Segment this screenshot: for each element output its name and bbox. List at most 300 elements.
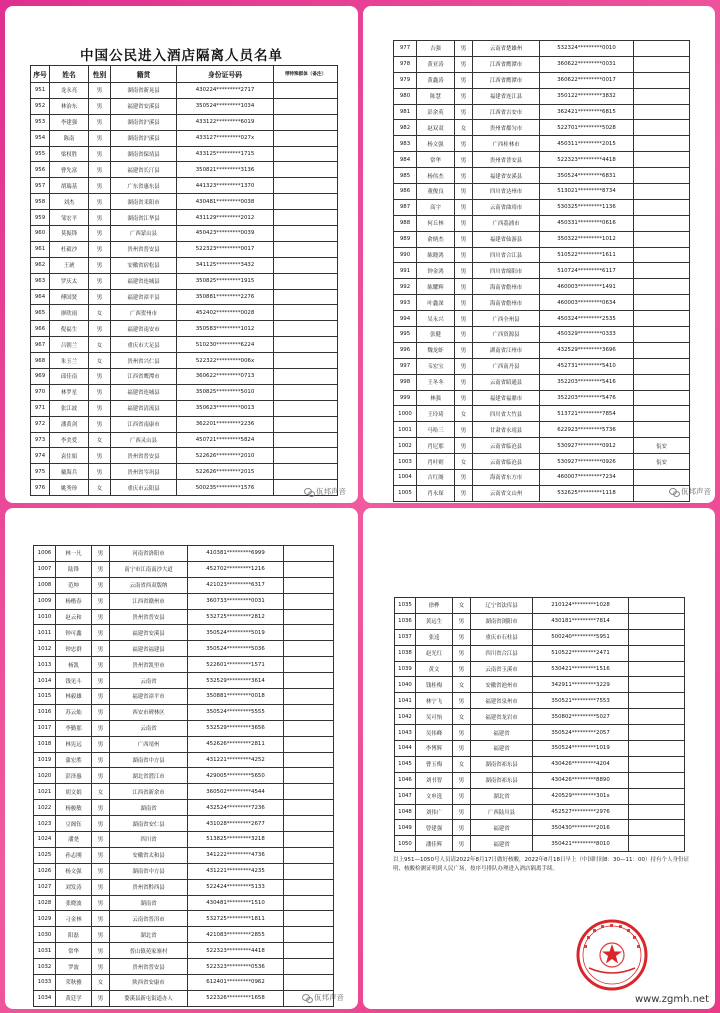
cell-gender: 男 [455, 374, 473, 390]
cell-origin: 福建省 [471, 725, 533, 741]
cell-origin: 广西靖州 [110, 736, 188, 752]
cell-no: 987 [394, 199, 417, 215]
cell-name: 邱佳南 [50, 369, 89, 385]
cell-note [634, 152, 690, 168]
cell-gender: 男 [92, 577, 110, 593]
cell-no: 980 [394, 88, 417, 104]
cell-origin: 湖北省潜江市 [110, 768, 188, 784]
cell-name: 陈晓鸿 [417, 247, 455, 263]
cell-origin: 四川省绵阳市 [473, 263, 540, 279]
cell-note [629, 772, 685, 788]
cell-origin: 福建省安溪县 [111, 98, 177, 114]
cell-gender: 女 [92, 975, 110, 991]
table-row [395, 836, 685, 852]
table-row [34, 609, 334, 625]
cell-origin: 湖北省 [471, 788, 533, 804]
cell-name: 肖叶则 [417, 454, 455, 470]
cell-no: 989 [394, 231, 417, 247]
cell-note [629, 756, 685, 772]
cell-no: 955 [31, 146, 50, 162]
cell-no: 954 [31, 130, 50, 146]
table-row [395, 741, 685, 757]
cell-name: 俞炳杰 [417, 231, 455, 247]
cell-no: 964 [31, 289, 50, 305]
cell-note [274, 241, 338, 257]
cell-no: 1027 [34, 879, 56, 895]
cell-note [284, 736, 334, 752]
cell-note [634, 374, 690, 390]
cell-no: 958 [31, 194, 50, 210]
cell-gender: 男 [453, 629, 471, 645]
cell-name: 黄亚涛 [417, 56, 455, 72]
cell-id: 622923*********5736 [540, 422, 634, 438]
cell-note [284, 879, 334, 895]
cell-gender: 男 [453, 661, 471, 677]
cell-name: 罗波 [56, 959, 92, 975]
cell-id: 513825*********3218 [188, 832, 284, 848]
cell-no: 1023 [34, 816, 56, 832]
cell-gender: 男 [455, 168, 473, 184]
cell-id: 510230*********6224 [177, 337, 274, 353]
table-row [394, 104, 690, 120]
table-row [394, 56, 690, 72]
cell-gender: 女 [89, 480, 111, 496]
cell-origin: 福建省连城县 [111, 384, 177, 400]
table-row [395, 820, 685, 836]
cell-note [634, 470, 690, 486]
cell-no: 1014 [34, 673, 56, 689]
cell-origin: 辽宁省法库县 [471, 598, 533, 614]
cell-name: 刘书智 [416, 772, 453, 788]
table-row [34, 720, 334, 736]
table-row [394, 485, 690, 501]
cell-gender: 男 [455, 41, 473, 57]
cell-origin: 湖南省祁东县 [471, 756, 533, 772]
cell-name: 林罗星 [50, 384, 89, 400]
cell-name: 李博辉 [416, 741, 453, 757]
cell-note [284, 752, 334, 768]
cell-note [629, 741, 685, 757]
cell-origin: 贵州省兴仁县 [111, 353, 177, 369]
table-row [31, 162, 338, 178]
cell-id: 612401*********0962 [188, 975, 284, 991]
cell-name: 孙志刚 [56, 847, 92, 863]
cell-gender: 男 [453, 645, 471, 661]
cell-gender: 男 [455, 295, 473, 311]
cell-gender: 男 [89, 416, 111, 432]
cell-note [634, 88, 690, 104]
cell-id: 360502*********4544 [188, 784, 284, 800]
cell-gender: 男 [89, 130, 111, 146]
cell-note [629, 677, 685, 693]
cell-gender: 男 [89, 448, 111, 464]
cell-name: 苏云灿 [56, 704, 92, 720]
table-row [34, 800, 334, 816]
cell-note [284, 959, 334, 975]
cell-note [274, 353, 338, 369]
table-row [394, 438, 690, 454]
cell-origin: 海南省东方市 [473, 470, 540, 486]
cell-note [629, 645, 685, 661]
cell-origin: 湖南省中方县 [110, 752, 188, 768]
cell-id: 430224*********2717 [177, 83, 274, 99]
cell-note [274, 464, 338, 480]
cell-name: 邹宏平 [50, 210, 89, 226]
cell-id: 450329*********0333 [540, 327, 634, 343]
cell-gender: 男 [89, 146, 111, 162]
cell-origin: 贵州省凯里市 [110, 657, 188, 673]
cell-id: 350122*********3832 [540, 88, 634, 104]
cell-note [634, 327, 690, 343]
table-row [31, 432, 338, 448]
cell-note [634, 279, 690, 295]
cell-id: 513721*********7854 [540, 406, 634, 422]
cell-no: 1000 [394, 406, 417, 422]
cell-origin: 贵州省普安县 [111, 241, 177, 257]
cell-name: 吉强 [417, 41, 455, 57]
cell-origin: 海南省儋州市 [473, 279, 540, 295]
cell-id: 532725*********2812 [188, 609, 284, 625]
cell-gender: 男 [453, 836, 471, 852]
cell-gender: 男 [89, 464, 111, 480]
cell-gender: 男 [455, 263, 473, 279]
table-row [395, 677, 685, 693]
cell-origin: 湖南省沪溪县 [111, 114, 177, 130]
table-row [34, 943, 334, 959]
cell-no: 1015 [34, 689, 56, 705]
cell-id: 350524*********1034 [177, 98, 274, 114]
cell-no: 975 [31, 464, 50, 480]
cell-no: 966 [31, 321, 50, 337]
cell-note [634, 342, 690, 358]
cell-id: 360733*********0031 [188, 593, 284, 609]
cell-id: 452702*********1216 [188, 561, 284, 577]
cell-name: 杨凯 [56, 657, 92, 673]
cell-gender: 男 [92, 990, 110, 1006]
cell-id: 350821*********3136 [177, 162, 274, 178]
cell-note [634, 215, 690, 231]
header-origin: 籍贯 [111, 66, 177, 83]
cell-id: 532725*********1811 [188, 911, 284, 927]
cell-note [274, 448, 338, 464]
cell-name: 王玲琦 [417, 406, 455, 422]
watermark [302, 992, 344, 1003]
cell-no: 1040 [395, 677, 416, 693]
page-4 [363, 508, 715, 1009]
cell-no: 1006 [34, 546, 56, 562]
table-row [394, 215, 690, 231]
cell-no: 1048 [395, 804, 416, 820]
cell-id: 522701*********5028 [540, 120, 634, 136]
table-row [31, 369, 338, 385]
cell-note [629, 788, 685, 804]
cell-note [284, 657, 334, 673]
watermark-text: 佤邦声音 [314, 993, 344, 1002]
page-1 [5, 6, 358, 503]
cell-gender: 男 [453, 804, 471, 820]
table-row [31, 194, 338, 210]
cell-no: 1031 [34, 943, 56, 959]
table-row [31, 130, 338, 146]
cell-note [629, 836, 685, 852]
cell-name: 赵双双 [417, 120, 455, 136]
cell-name: 董俊良 [417, 184, 455, 200]
cell-gender: 男 [92, 816, 110, 832]
cell-gender: 男 [92, 593, 110, 609]
header-id: 身份证号码 [177, 66, 274, 83]
cell-no: 1010 [34, 609, 56, 625]
cell-id: 360622*********0031 [540, 56, 634, 72]
cell-no: 981 [394, 104, 417, 120]
cell-name: 豆阁钰 [56, 816, 92, 832]
cell-no: 970 [31, 384, 50, 400]
cell-note [284, 720, 334, 736]
table-row [394, 72, 690, 88]
cell-name: 刘伟广 [416, 804, 453, 820]
cell-gender: 男 [455, 199, 473, 215]
table-row [394, 422, 690, 438]
cell-no: 1041 [395, 693, 416, 709]
cell-origin: 福建省清流县 [111, 400, 177, 416]
cell-gender: 男 [455, 184, 473, 200]
cell-name: 杨文强 [56, 863, 92, 879]
cell-origin: 广西全州县 [473, 311, 540, 327]
cell-id: 360622*********0017 [540, 72, 634, 88]
cell-gender: 男 [453, 820, 471, 836]
cell-origin: 云南省临沧县 [473, 454, 540, 470]
cell-id: 410381*********6999 [188, 546, 284, 562]
cell-id: 431028*********2677 [188, 816, 284, 832]
cell-name: 潘黄剑 [50, 416, 89, 432]
table-row [34, 593, 334, 609]
cell-id: 350322*********1012 [540, 231, 634, 247]
cell-name: 张晓波 [56, 895, 92, 911]
cell-note [634, 184, 690, 200]
cell-origin: 湖南省中方县 [110, 863, 188, 879]
cell-origin: 安徽省宿松县 [111, 257, 177, 273]
cell-origin: 四川省达州市 [473, 184, 540, 200]
cell-gender: 女 [89, 305, 111, 321]
cell-note [629, 820, 685, 836]
cell-name: 马哈三 [417, 422, 455, 438]
cell-id: 522323*********0536 [188, 959, 284, 975]
cell-gender: 男 [92, 927, 110, 943]
cell-id: 433125*********1715 [177, 146, 274, 162]
cell-gender: 男 [92, 911, 110, 927]
cell-gender: 男 [92, 673, 110, 689]
cell-id: 350881*********0018 [188, 689, 284, 705]
cell-name: 黄廷学 [56, 990, 92, 1006]
cell-origin: 广西桂林市 [473, 136, 540, 152]
table-row [34, 689, 334, 705]
cell-no: 1035 [395, 598, 416, 614]
table-row [31, 321, 338, 337]
table-row [394, 152, 690, 168]
table-row [395, 598, 685, 614]
cell-origin: 江西省鹰潭市 [111, 369, 177, 385]
table-row [31, 464, 338, 480]
cell-gender: 男 [89, 226, 111, 242]
cell-name: 吕朝兰 [50, 337, 89, 353]
table-row [34, 577, 334, 593]
cell-name: 倪福生 [50, 321, 89, 337]
cell-origin: 四川省合江县 [473, 247, 540, 263]
wechat-icon [302, 994, 312, 1002]
cell-origin: 福建省漳平市 [110, 689, 188, 705]
cell-id: 350802*********5027 [533, 709, 629, 725]
cell-name: 韦宏宝 [417, 358, 455, 374]
cell-name: 林毅雄 [56, 689, 92, 705]
cell-origin: 四川省大竹县 [473, 406, 540, 422]
cell-name: 彭余英 [417, 104, 455, 120]
cell-id: 430181*********7814 [533, 613, 629, 629]
cell-gender: 男 [92, 768, 110, 784]
cell-gender: 男 [455, 470, 473, 486]
cell-name: 刘发涛 [56, 879, 92, 895]
cell-note [284, 561, 334, 577]
table-row [31, 384, 338, 400]
cell-no: 1003 [394, 454, 417, 470]
cell-gender: 女 [453, 756, 471, 772]
watermark [304, 486, 346, 497]
cell-gender: 女 [453, 677, 471, 693]
cell-no: 968 [31, 353, 50, 369]
cell-name: 叶鑫深 [417, 295, 455, 311]
table-row [31, 98, 338, 114]
cell-id: 350583*********1012 [177, 321, 274, 337]
table-row [394, 184, 690, 200]
cell-gender: 男 [89, 289, 111, 305]
cell-origin: 江西省鹰潭市 [473, 72, 540, 88]
cell-name: 陈耀辉 [417, 279, 455, 295]
cell-gender: 男 [455, 56, 473, 72]
cell-note [274, 194, 338, 210]
cell-no: 959 [31, 210, 50, 226]
wechat-icon [304, 488, 314, 496]
cell-id: 352203*********5416 [540, 374, 634, 390]
table-row [31, 289, 338, 305]
table-row [395, 725, 685, 741]
cell-gender: 男 [89, 384, 111, 400]
table-row [394, 263, 690, 279]
cell-note [274, 273, 338, 289]
cell-note [634, 120, 690, 136]
cell-id: 431221*********4235 [188, 863, 284, 879]
cell-name: 廖欣雨 [50, 305, 89, 321]
cell-origin: 云南省临沧县 [473, 438, 540, 454]
cell-id: 522322*********006x [177, 353, 274, 369]
cell-id: 530927*********0926 [540, 454, 634, 470]
cell-origin: 福建省 [471, 741, 533, 757]
cell-gender: 男 [92, 546, 110, 562]
cell-origin: 福建省连城县 [111, 273, 177, 289]
cell-no: 996 [394, 342, 417, 358]
cell-origin: 贵州省普安县 [111, 448, 177, 464]
table-row [394, 390, 690, 406]
cell-gender: 男 [453, 613, 471, 629]
site-url: www.zgmh.net [634, 994, 709, 1005]
cell-origin: 河南省洛阳市 [110, 546, 188, 562]
table-row [395, 788, 685, 804]
cell-name: 杨骏敏 [56, 800, 92, 816]
cell-note [629, 598, 685, 614]
table-row [31, 353, 338, 369]
cell-origin: 陕西省安康市 [110, 975, 188, 991]
cell-no: 986 [394, 184, 417, 200]
cell-origin: 江西省赣州市 [110, 593, 188, 609]
table-row [395, 709, 685, 725]
cell-id: 362421*********6815 [540, 104, 634, 120]
cell-no: 1022 [34, 800, 56, 816]
table-row [394, 454, 690, 470]
header-name: 姓名 [50, 66, 89, 83]
cell-note [634, 231, 690, 247]
cell-gender: 男 [455, 247, 473, 263]
cell-name: 范坤 [56, 577, 92, 593]
cell-gender: 女 [455, 406, 473, 422]
table-row [34, 879, 334, 895]
cell-gender: 男 [92, 736, 110, 752]
cell-note [284, 609, 334, 625]
cell-no: 1012 [34, 641, 56, 657]
cell-origin: 甘肃省永靖县 [473, 422, 540, 438]
cell-origin: 云南省 [110, 673, 188, 689]
cell-id: 342911*********3229 [533, 677, 629, 693]
cell-id: 341125*********3432 [177, 257, 274, 273]
header-note: 带特殊群体（备注） [274, 66, 338, 83]
table-row [34, 736, 334, 752]
cell-origin: 贵州省都匀市 [473, 120, 540, 136]
cell-note [634, 72, 690, 88]
cell-origin: 湖南省 [110, 800, 188, 816]
table-row [394, 358, 690, 374]
cell-id: 452626*********2811 [188, 736, 284, 752]
cell-origin: 四川省 [110, 832, 188, 848]
cell-no: 1008 [34, 577, 56, 593]
table-row [34, 561, 334, 577]
cell-origin: 云南省文山州 [473, 485, 540, 501]
cell-no: 978 [394, 56, 417, 72]
cell-note [274, 384, 338, 400]
table-row [395, 645, 685, 661]
table-row [394, 199, 690, 215]
cell-origin: 安徽省池州市 [471, 677, 533, 693]
cell-note [634, 311, 690, 327]
cell-name: 杜毅沙 [50, 241, 89, 257]
cell-name: 林宪远 [56, 736, 92, 752]
table-header-row [31, 66, 338, 83]
cell-note [284, 863, 334, 879]
cell-id: 430481*********1510 [188, 895, 284, 911]
cell-origin: 广西灵山县 [111, 432, 177, 448]
cell-origin: 广西资源县 [473, 327, 540, 343]
cell-origin: 广西贺州市 [111, 305, 177, 321]
cell-no: 1036 [395, 613, 416, 629]
cell-note [284, 577, 334, 593]
cell-name: 李勤那 [56, 720, 92, 736]
cell-origin: 云南省曲靖市 [473, 199, 540, 215]
cell-id: 432524*********7236 [188, 800, 284, 816]
cell-name: 林一凡 [56, 546, 92, 562]
cell-id: 460003*********0634 [540, 295, 634, 311]
cell-origin: 普山镇苑家寨村 [110, 943, 188, 959]
cell-name: 常华 [56, 943, 92, 959]
cell-gender: 女 [89, 432, 111, 448]
table-row [34, 673, 334, 689]
cell-id: 350524*********1019 [533, 741, 629, 757]
table-row [394, 88, 690, 104]
cell-origin: 云南省普洱市 [110, 911, 188, 927]
